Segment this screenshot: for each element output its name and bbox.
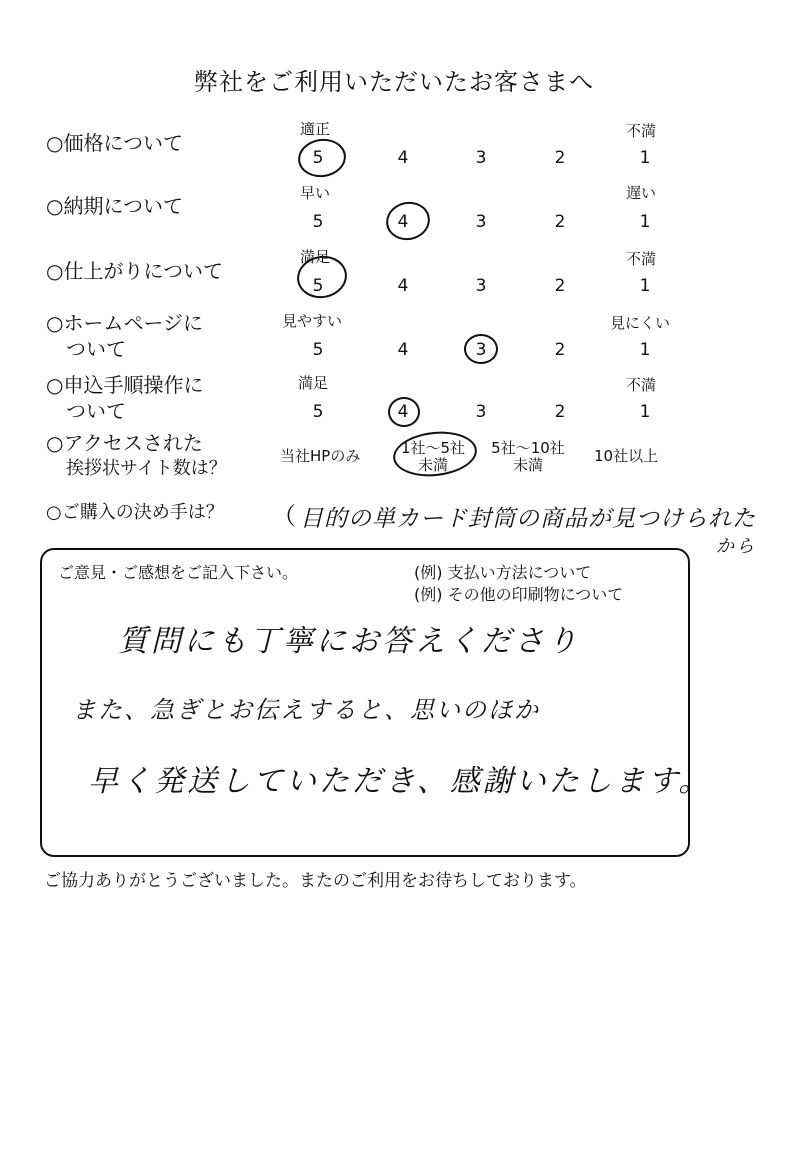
question-homepage-label-2: ついて: [66, 337, 126, 361]
question-delivery-label: ○納期について: [46, 194, 184, 218]
price-option-4[interactable]: 4: [397, 148, 409, 168]
price-selected-circle: [296, 136, 349, 180]
purchase-answer-handwritten: 目的の単カード封筒の商品が見つけられた: [300, 506, 756, 532]
access-option-5-10-line2: 未満: [512, 456, 543, 474]
finish-option-4[interactable]: 4: [397, 276, 409, 296]
procedure-option-2[interactable]: 2: [554, 402, 566, 422]
comment-line-2: また、急ぎとお伝えすると、思いのほか: [72, 696, 540, 724]
purchase-open-paren: （: [272, 502, 298, 530]
homepage-selected-circle: [464, 334, 498, 364]
procedure-option-1[interactable]: 1: [639, 402, 651, 422]
procedure-high-label: 満足: [298, 374, 329, 392]
homepage-option-3[interactable]: 3: [475, 340, 487, 360]
finish-option-2[interactable]: 2: [554, 276, 566, 296]
finish-option-1[interactable]: 1: [639, 276, 651, 296]
price-option-3[interactable]: 3: [475, 148, 487, 168]
delivery-selected-circle: [383, 198, 434, 244]
question-purchase-label: ○ご購入の決め手は？: [46, 502, 224, 523]
procedure-low-label: 不満: [626, 376, 657, 394]
question-access-label-1: ○アクセスされた: [46, 431, 203, 455]
access-option-5-10[interactable]: [480, 440, 576, 474]
question-access-label-2: 挨拶状サイト数は？: [66, 458, 227, 479]
access-option-1-5-line1: 1社〜5社: [400, 439, 466, 457]
delivery-low-label: 遅い: [626, 184, 657, 202]
comment-example-2: (例) その他の印刷物について: [414, 585, 624, 604]
access-option-5-10-line1: 5社〜10社: [491, 439, 565, 457]
homepage-low-label: 見にくい: [610, 314, 671, 332]
purchase-answer-continued: から: [716, 536, 756, 557]
homepage-option-5[interactable]: 5: [312, 340, 324, 360]
finish-option-5[interactable]: 5: [312, 276, 324, 296]
finish-option-3[interactable]: 3: [475, 276, 487, 296]
question-procedure-label-2: ついて: [66, 399, 126, 423]
homepage-high-label: 見やすい: [282, 312, 343, 330]
delivery-option-3[interactable]: 3: [475, 212, 487, 232]
delivery-option-4[interactable]: 4: [397, 212, 409, 232]
price-high-label: 適正: [300, 120, 331, 138]
price-option-1[interactable]: 1: [639, 148, 651, 168]
access-option-10-plus[interactable]: 10社以上: [594, 447, 659, 465]
delivery-option-1[interactable]: 1: [639, 212, 651, 232]
footer-thanks: ご協力ありがとうございました。またのご利用をお待ちしております。: [44, 871, 587, 891]
comment-line-1: 質問にも丁寧にお答えくださり: [118, 624, 580, 659]
delivery-option-2[interactable]: 2: [554, 212, 566, 232]
question-finish-label: ○仕上がりについて: [46, 259, 224, 283]
procedure-option-5[interactable]: 5: [312, 402, 324, 422]
finish-low-label: 不満: [626, 250, 657, 268]
procedure-option-3[interactable]: 3: [475, 402, 487, 422]
access-option-hp-only[interactable]: 当社HPのみ: [280, 447, 361, 465]
homepage-option-4[interactable]: 4: [397, 340, 409, 360]
procedure-selected-circle: [388, 397, 420, 427]
homepage-option-1[interactable]: 1: [639, 340, 651, 360]
question-price-label: ○価格について: [46, 131, 184, 155]
question-homepage-label-1: ○ホームページに: [46, 311, 204, 335]
delivery-option-5[interactable]: 5: [312, 212, 324, 232]
comment-heading: ご意見・ご感想をご記入下さい。: [58, 563, 299, 582]
delivery-high-label: 早い: [300, 184, 331, 202]
comment-line-3: 早く発送していただき、感謝いたします。: [88, 764, 712, 799]
procedure-option-4[interactable]: 4: [397, 402, 409, 422]
price-option-2[interactable]: 2: [554, 148, 566, 168]
question-procedure-label-1: ○申込手順操作に: [46, 373, 204, 397]
finish-high-label: 満足: [300, 248, 331, 266]
price-option-5[interactable]: 5: [312, 148, 324, 168]
homepage-option-2[interactable]: 2: [554, 340, 566, 360]
price-low-label: 不満: [626, 122, 657, 140]
access-option-1-5-line2: 未満: [417, 456, 448, 474]
page-title: 弊社をご利用いただいたお客さまへ: [194, 68, 594, 96]
comment-example-1: (例) 支払い方法について: [414, 563, 592, 582]
